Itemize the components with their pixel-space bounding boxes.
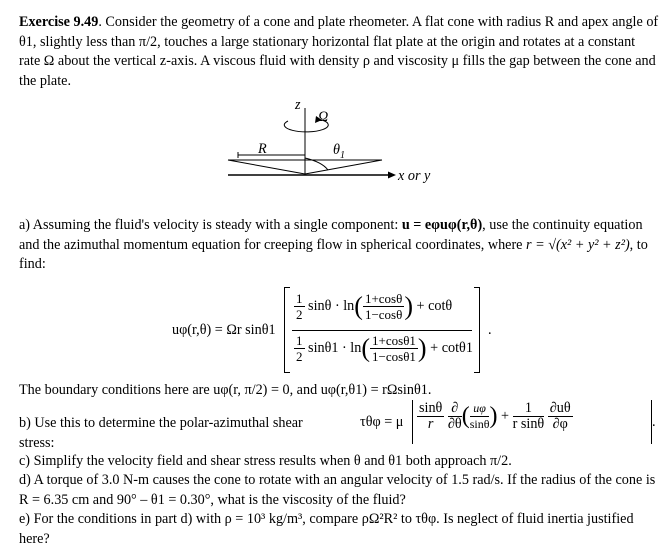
exercise-number: Exercise 9.49 — [19, 14, 99, 30]
velocity-denominator: $\frac{1}{2}$ sinθ1 · ln( $\frac{1+\cos\theta 1}{1-\cos\theta 1}$ ) + cotθ1 — [296, 333, 473, 364]
theta1-label: $\theta_1$ — [333, 142, 345, 161]
shear-terms: $\frac{\sin\theta}{r}$ $\frac{\partial}{\partial\theta}$ ( $\frac{u\varphi}{\sin\theta}$ ) + $\frac{1}{\text{r sinθ}}$ $\frac{\partial u\theta}{\partial\varphi}$ — [419, 400, 571, 432]
omega-label: Ω — [318, 109, 329, 125]
part-c: c) Simplify the velocity field and shear stress results when θ and θ1 both approach π/2. — [19, 453, 512, 469]
part-a — [19, 216, 659, 275]
right-bracket — [474, 287, 480, 373]
shear-lhs: τθφ = μ — [360, 414, 404, 430]
velocity-formula — [172, 285, 532, 375]
boundary-conditions: The boundary conditions here are uφ(r, π/2) = 0, and uφ(r,θ1) = rΩsinθ1. — [19, 382, 432, 398]
axis-label: x or y — [398, 168, 431, 184]
velocity-fraction — [284, 287, 480, 371]
cone-left-edge — [228, 160, 305, 174]
shear-bracket — [412, 400, 652, 444]
part-a-text2: , use the continuity equation and the azimuthal momentum equation for creeping flow in spherical coordinates, where — [19, 217, 643, 253]
z-label: z — [295, 97, 301, 113]
shear-stress-formula — [360, 398, 660, 450]
plate-arrowhead — [388, 172, 396, 179]
velocity-lhs: uφ(r,θ) = Ωr sinθ1 — [172, 322, 276, 338]
part-a-text1: a) Assuming the fluid's velocity is steady with a single component: — [19, 217, 402, 233]
radius-label: R — [258, 141, 267, 157]
left-bracket — [284, 287, 290, 373]
part-e: e) For the conditions in part d) with ρ = 10³ kg/m³, compare ρΩ²R² to τθφ. Is neglect of fluid inertia justified here? — [19, 511, 634, 547]
problem-intro: . Consider the geometry of a cone and plate rheometer. A flat cone with radius R and apex angle of θ1, slightly less than π/2, touches a large stationary horizontal flat plate at the origin and rotates at a constant rate Ω about the vertical z-axis. A viscous fluid with density ρ and viscosity μ fills the gap between the cone and the plate. — [19, 14, 659, 89]
velocity-fraction-bar — [292, 330, 472, 331]
velocity-assumption: u = eφuφ(r,θ) — [401, 217, 483, 233]
r-definition: r = √(x² + y² + z²) — [526, 236, 630, 253]
part-d: d) A torque of 3.0 N-m causes the cone to rotate with an angular velocity of 1.5 rad/s. If the radius of the cone is R = 6.35 cm and 90° – θ1 = 0.30°, what is the viscosity of the fluid? — [19, 472, 656, 508]
problem-statement — [19, 13, 659, 91]
velocity-numerator: $\frac{1}{2}$ sinθ · ln( $\frac{1+\cos\theta}{1-\cos\theta}$ ) + cotθ — [296, 291, 453, 322]
part-a-text3: , to find: — [19, 236, 648, 273]
shear-end: . — [652, 414, 656, 430]
part-b-text: b) Use this to determine the polar-azimuthal shear stress: — [19, 415, 303, 451]
velocity-end: . — [488, 322, 492, 338]
